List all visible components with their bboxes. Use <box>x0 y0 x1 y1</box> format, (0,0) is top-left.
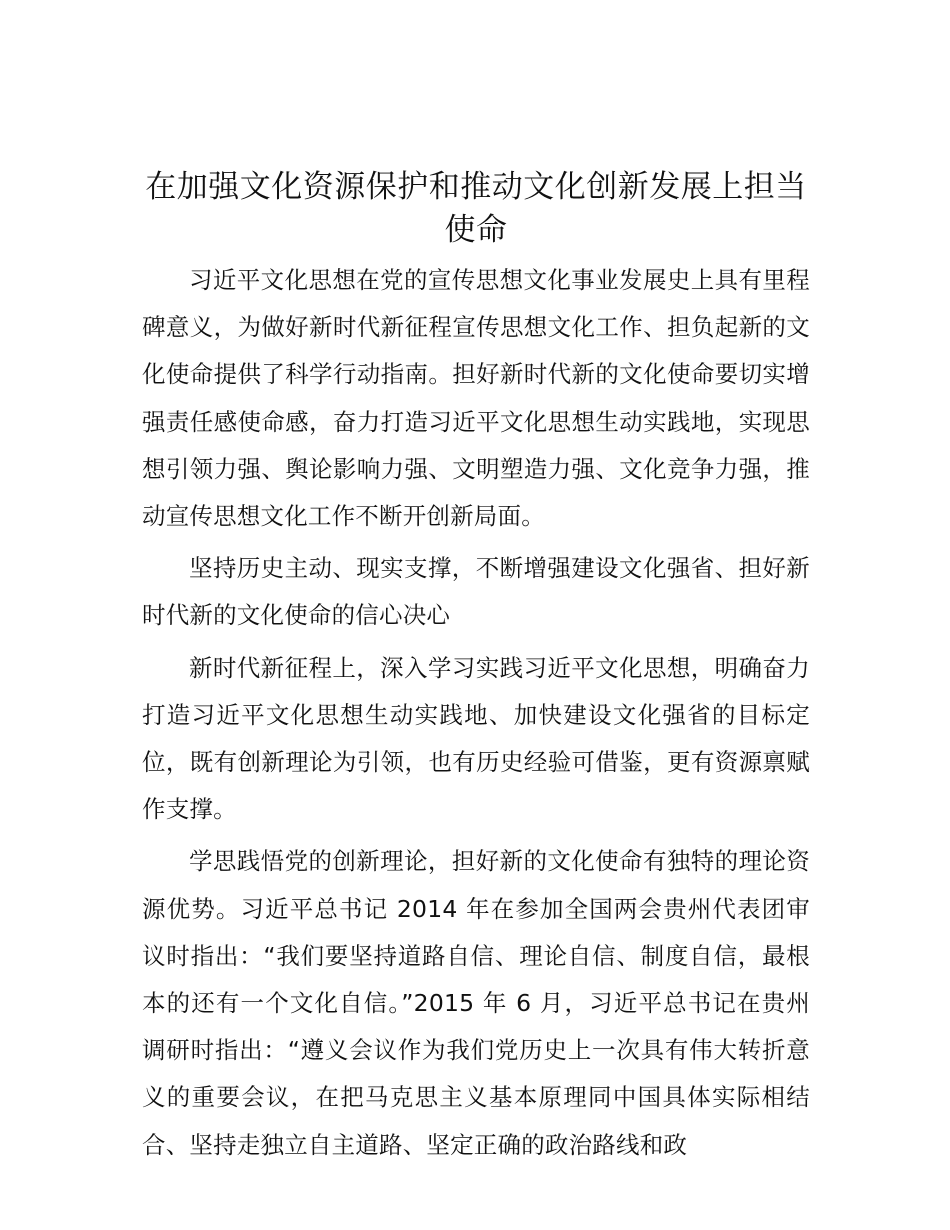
paragraph-1: 习近平文化思想在党的宣传思想文化事业发展史上具有里程碑意义，为做好新时代新征程宣传思想文化工作、担负起新的文化使命提供了科学行动指南。担好新时代新的文化使命要切实增强责任感使命感，奋力打造习近平文化思想生动实践地，实现思想引领力强、舆论影响力强、文明塑造力强、文化竞争力强，推动宣传思想文化工作不断开创新局面。 <box>142 266 810 531</box>
paragraph-3: 新时代新征程上，深入学习实践习近平文化思想，明确奋力打造习近平文化思想生动实践地、加快建设文化强省的目标定位，既有创新理论为引领，也有历史经验可借鉴，更有资源禀赋作支撑。 <box>142 653 810 824</box>
document-page <box>142 166 810 1169</box>
paragraph-4: 学思践悟党的创新理论，担好新的文化使命有独特的理论资源优势。习近平总书记 2014 年在参加全国两会贵州代表团审议时指出：“我们要坚持道路自信、理论自信、制度自信，最根本的还有一个文化自信。”2015 年 6 月，习近平总书记在贵州调研时指出：“遵义会议作为我们党历史上一次具有伟大转折意义的重要会议，在把马克思主义基本原理同中国具体实际相结合、坚持走独立自主道路、坚定正确的政治路线和政 <box>142 847 810 1159</box>
document-title: 在加强文化资源保护和推动文化创新发展上担当使命 <box>145 169 807 248</box>
paragraph-2-section-heading: 坚持历史主动、现实支撑，不断增强建设文化强省、担好新时代新的文化使命的信心决心 <box>142 554 810 630</box>
